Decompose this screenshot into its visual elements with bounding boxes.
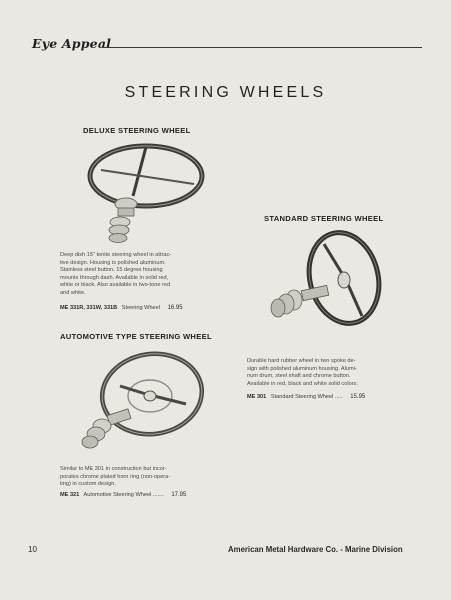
deluxe-wheel-image [76, 138, 206, 250]
deluxe-price-line [60, 305, 183, 311]
header-tag: Eye Appeal [32, 36, 112, 51]
deluxe-price: 16.95 [167, 305, 183, 311]
deluxe-title: DELUXE STEERING WHEEL [83, 126, 191, 135]
header-rule [102, 47, 422, 48]
automotive-item: Automotive Steering Wheel ....... [83, 492, 164, 498]
page-number: 10 [28, 545, 37, 554]
standard-wheel-image [258, 230, 398, 340]
automotive-description: Similar to ME 301 in construction but incor- porates chrome plated horn ring (non-opera- ting) in custom design. [60, 466, 171, 488]
standard-price: 15.95 [350, 394, 366, 400]
deluxe-description: Deep dish 15" tenite steering wheel in attrac- tive design. Housing is polished aluminum. Stainless steel button. 15 degree housing mounts through dash. Available in solid red, white or black. Also available in two-tone red and white. [60, 252, 172, 296]
automotive-title: AUTOMOTIVE TYPE STEERING WHEEL [60, 332, 212, 341]
automotive-price-line [60, 492, 186, 498]
automotive-code: ME 321 [60, 492, 80, 498]
standard-price-line [247, 394, 365, 400]
standard-code: ME 301 [247, 394, 267, 400]
standard-description: Durable hard rubber wheel in two spoke de- sign with polished aluminum housing. Alumi- num drum, steel shaft and chrome button. Available in red, black and white solid colors. [247, 358, 358, 387]
standard-item: Standard Steering Wheel ..... [270, 394, 343, 400]
page-title: STEERING WHEELS [124, 84, 327, 101]
automotive-price: 17.95 [171, 492, 187, 498]
standard-title: STANDARD STEERING WHEEL [264, 214, 384, 223]
deluxe-item: Steering Wheel [121, 305, 161, 311]
footer-company: American Metal Hardware Co. - Marine Division [228, 545, 403, 554]
deluxe-code: ME 331R, 331W, 331B [60, 305, 118, 311]
automotive-wheel-image [62, 346, 212, 462]
